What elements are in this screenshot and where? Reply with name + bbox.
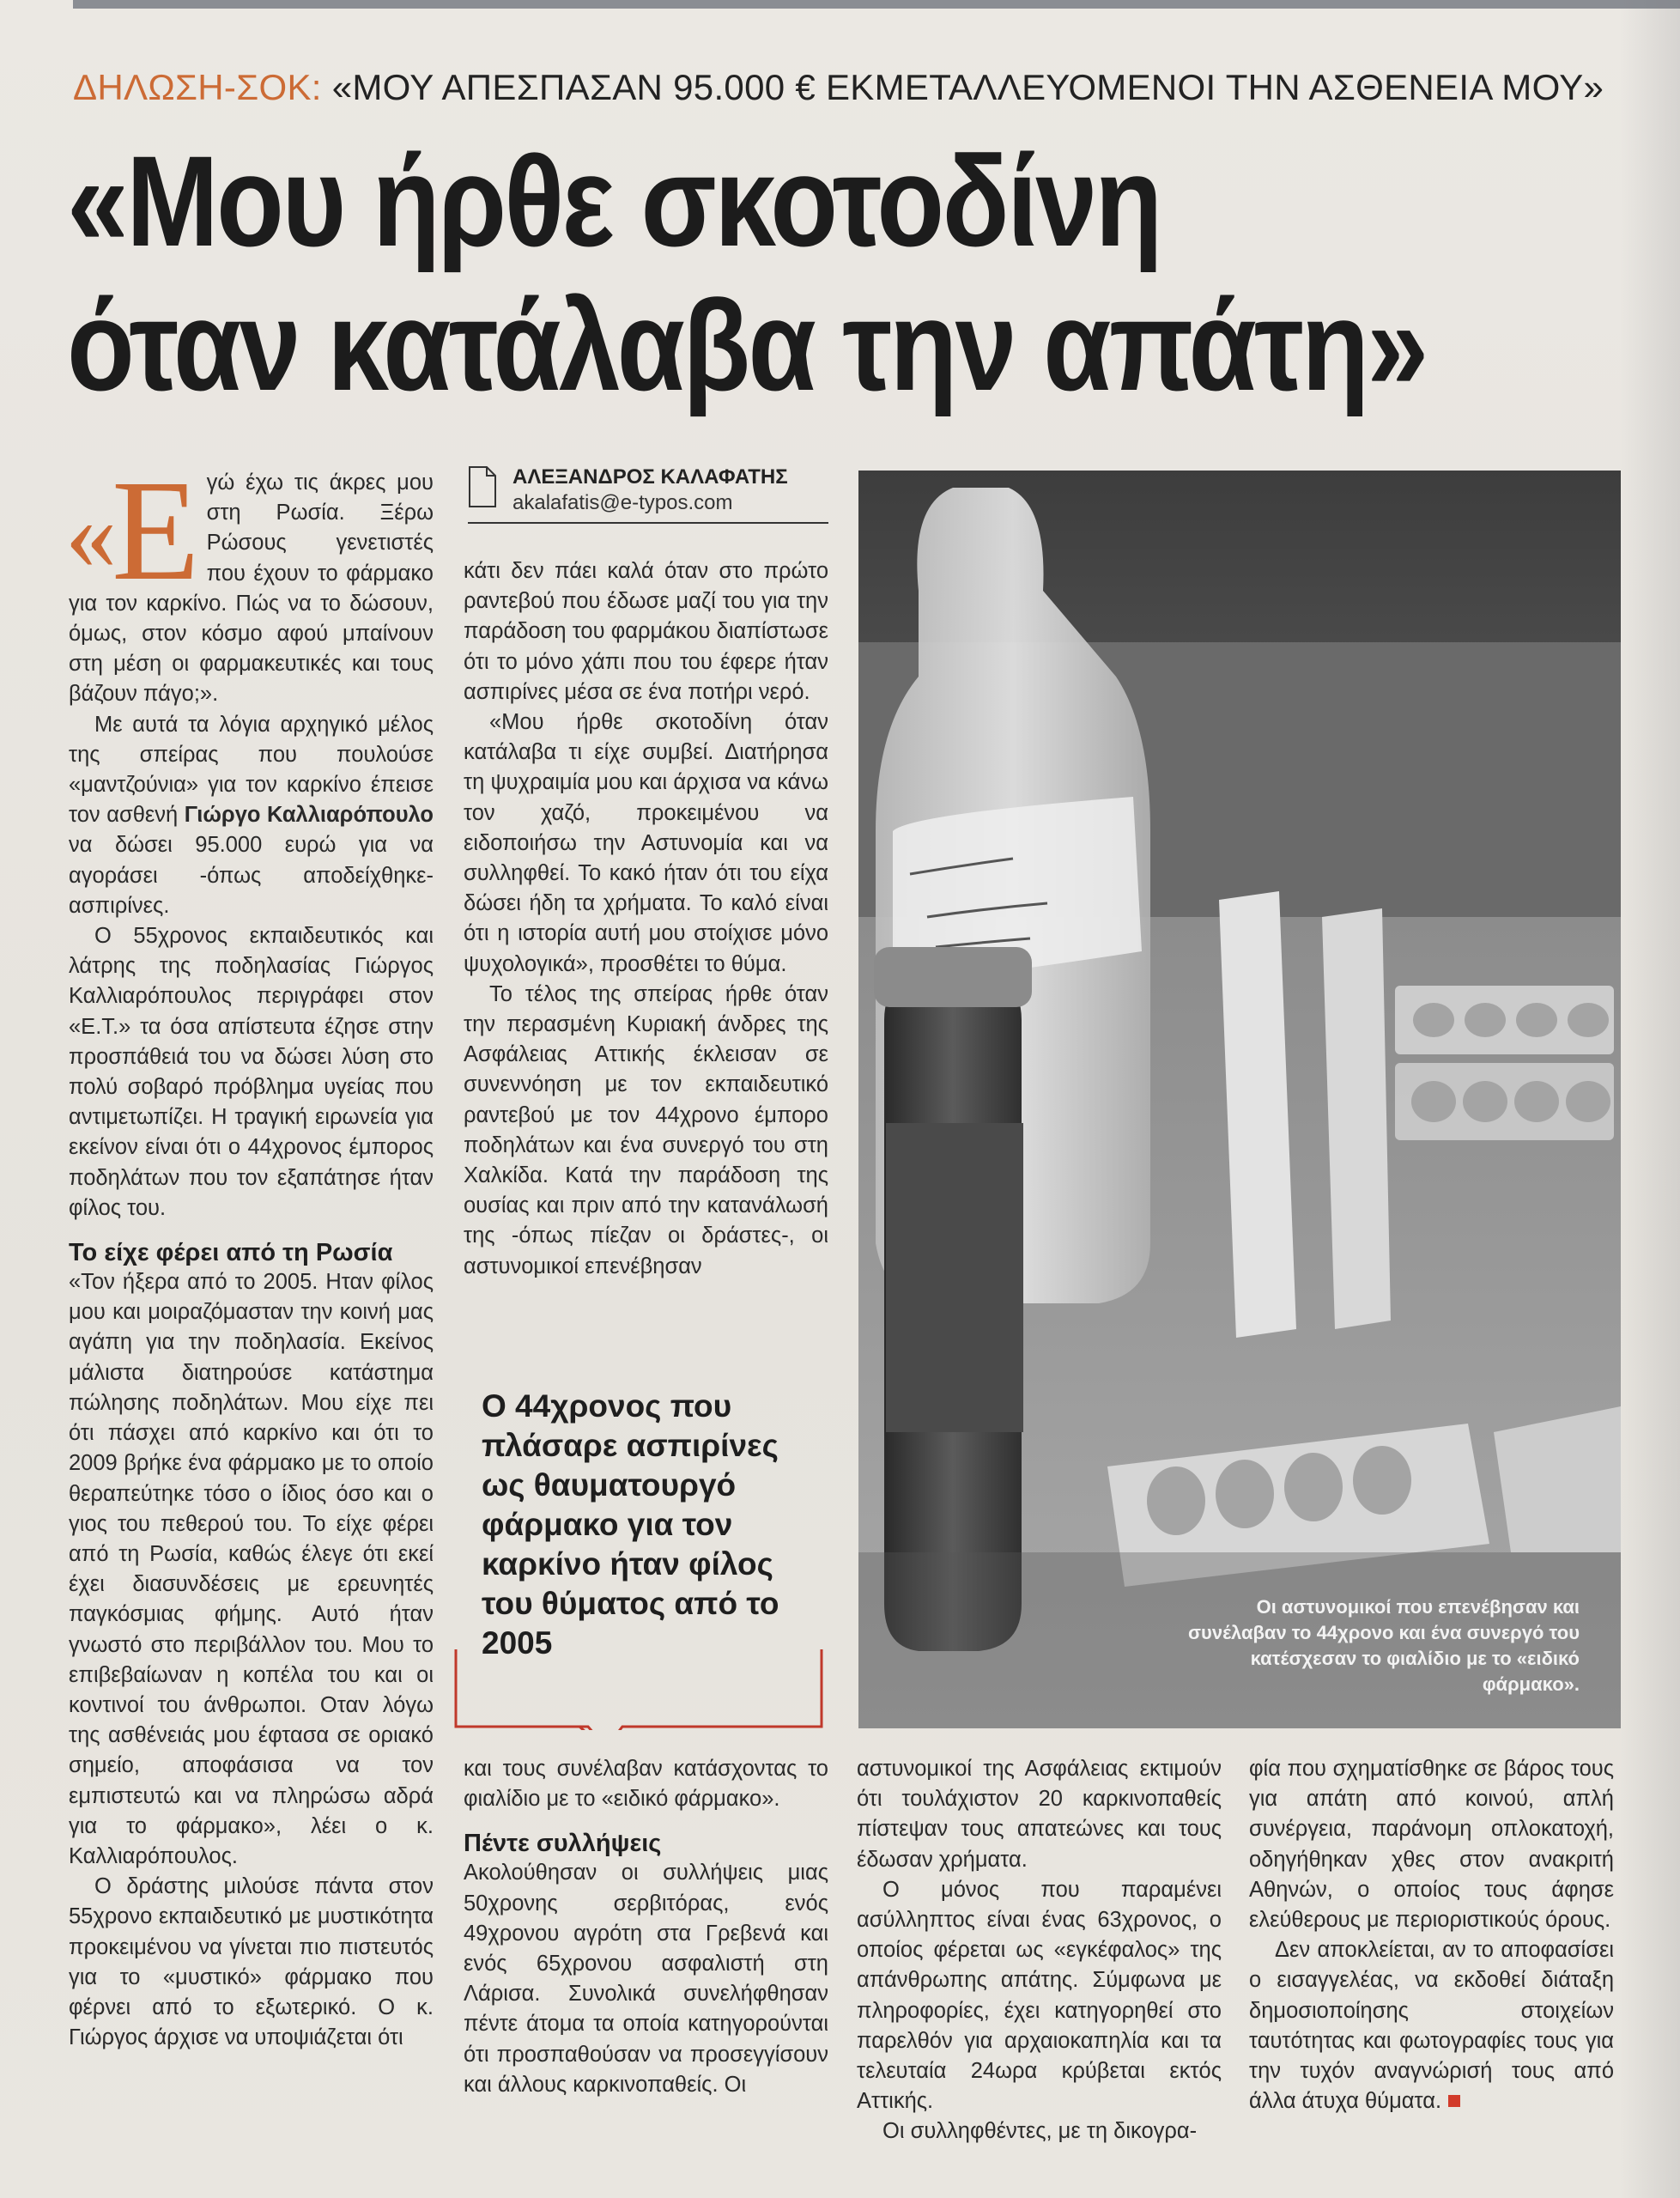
article-column-3 xyxy=(857,1754,1222,2147)
paragraph xyxy=(1249,1935,1614,2116)
paragraph-text: Με αυτά τα λόγια αρχηγικό μέλος της σπείρας που πουλούσε «μαντζούνια» για τον καρκίνο έπεισε τον ασθενή xyxy=(69,712,434,828)
paragraph: Ο 55χρονος εκπαιδευτικός και λάτρης της ποδηλασίας Γιώργος Καλλιαρόπουλος περιγράφει στον «Ε.Τ.» τα όσα απίστευτα έζησε στην προσπάθειά του να δώσει λύση στο πολύ σοβαρό πρόβλημα υγείας που αντιμετωπίζει. Η τραγική ειρωνεία για εκείνον είναι ότι ο 44χρονος έμπορος ποδηλάτων που τον εξαπάτησε ήταν φίλος του. xyxy=(69,924,434,1220)
kicker-line xyxy=(73,67,1635,108)
paragraph xyxy=(69,710,434,921)
article-column-4 xyxy=(1249,1754,1614,2116)
dropcap-letter: Ε xyxy=(112,451,200,610)
dropcap-quote: « xyxy=(65,477,117,591)
top-color-band xyxy=(73,0,1680,9)
paragraph-text: να δώσει 95.000 ευρώ για να αγοράσει -όπως αποδείχθηκε- ασπιρίνες. xyxy=(69,833,434,918)
photo-caption: Οι αστυνομικοί που επενέβησαν και συνέλαβαν το 44χρονο και ένα συνεργό του κατέσχεσαν το φιαλίδιο με το «ειδικό φάρμακο». xyxy=(1188,1596,1580,1695)
victim-name: Γιώργο Καλλιαρόπουλο xyxy=(184,803,434,828)
article-column-1 xyxy=(65,451,434,2053)
lead-paragraph xyxy=(65,451,434,710)
paragraph: και τους συνέλαβαν κατάσχοντας το φιαλίδιο με το «ειδικό φάρμακο». xyxy=(464,1757,828,1812)
paragraph: κάτι δεν πάει καλά όταν στο πρώτο ραντεβού που έδωσε μαζί του για την παράδοση του φαρμάκου διαπίστωσε ότι το μόνο χάπι που του έφερε ήταν ασπιρίνες μέσα σε ένα ποτήρι νερό. xyxy=(464,559,828,704)
dropcap xyxy=(65,451,200,610)
kicker-text: «ΜΟΥ ΑΠΕΣΠΑΣΑΝ 95.000 € ΕΚΜΕΤΑΛΛΕΥΟΜΕΝΟΙ ΤΗΝ ΑΣΘΕΝΕΙΑ ΜΟΥ» xyxy=(331,67,1604,107)
author-name: ΑΛΕΞΑΝΔΡΟΣ ΚΑΛΑΦΑΤΗΣ xyxy=(512,465,788,489)
closing-text: Δεν αποκλείεται, αν το αποφασίσει ο εισαγγελέας, να εκδοθεί διάταξη δημοσιοποίησης στοιχείων ταυτότητας και φωτογραφίες τους για την τυχόν αναγνώρισή τους από άλλα άτυχα θύματα. xyxy=(1249,1938,1614,2114)
byline xyxy=(468,464,828,524)
paragraph: Το τέλος της σπείρας ήρθε όταν την περασμένη Κυριακή άνδρες της Ασφάλειας Αττικής έκλεισαν σε συνεννόηση με τον εκπαιδευτικό ραντεβού με τον 44χρονο έμπορο ποδηλάτων και ένα συνεργό του στη Χαλκίδα. Κατά την παράδοση της ουσίας και πριν από την κατανάλωσή της -όπως πίεζαν οι δράστες-, οι αστυνομικοί επενέβησαν xyxy=(464,981,828,1278)
page-edge-shadow xyxy=(1620,0,1680,2198)
subheading-russia: Το είχε φέρει από τη Ρωσία xyxy=(69,1239,393,1267)
lead-text: γώ έχω τις άκρες μου στη Ρωσία. Ξέρω Ρώσους γενετιστές που έχουν το φάρμακο για τον καρκίνο. Πώς να το δώσουν, όμως, στον κόσμο αφού μπαίνουν στη μέση οι φαρμακευτικές και τους βάζουν πάγο;». xyxy=(69,471,434,707)
article-column-2-bottom xyxy=(464,1754,828,2100)
paragraph: Οι συλληφθέντες, με τη δικογρα- xyxy=(882,2119,1198,2144)
pull-quote-text: Ο 44χρονος που πλάσαρε ασπιρίνες ως θαυματουργό φάρμακο για τον καρκίνο ήταν φίλος του θύματος από το 2005 xyxy=(482,1388,779,1661)
paragraph: Ακολούθησαν οι συλλήψεις μιας 50χρονης σερβιτόρας, ενός 49χρονου αγρότη στα Γρεβενά και ενός 65χρονου ασφαλιστή στη Λάρισα. Συνολικά συνελήφθησαν πέντε άτομα τα οποία κατηγορούνται ότι προσπαθούσαν να προσεγγίσουν και άλλους καρκινοπαθείς. Οι xyxy=(464,1861,828,2097)
article-column-2 xyxy=(464,556,828,1282)
pull-quote xyxy=(451,1387,828,1730)
paragraph: φία που σχηματίσθηκε σε βάρος τους για απάτη από κοινού, απλή συνέργεια, παράνομη οπλοκατοχή, οδηγήθηκαν χθες στον ανακριτή Αθηνών, ο οποίος τους άφησε ελεύθερους με περιοριστικούς όρους. xyxy=(1249,1757,1614,1933)
end-mark-icon xyxy=(1448,2095,1460,2107)
paragraph: Ο μόνος που παραμένει ασύλληπτος είναι ένας 63χρονος, ο οποίος φέρεται ως «εγκέφαλος» της απάνθρωπης απάτης. Σύμφωνα με πληροφορίες, έχει κατηγορηθεί στο παρελθόν για αρχαιοκαπηλία και τα τελευταία 24ωρα κρύβεται εκτός Αττικής. xyxy=(857,1877,1222,2114)
document-icon xyxy=(468,465,497,508)
author-email: akalafatis@e-typos.com xyxy=(512,491,733,514)
evidence-photo xyxy=(858,471,1621,1728)
paragraph: «Τον ήξερα από το 2005. Ηταν φίλος μου και μοιραζόμασταν την κοινή μας αγάπη για την ποδηλασία. Εκείνος μάλιστα διατηρούσε κατάστημα πώλησης ποδηλάτων. Μου είχε πει ότι πάσχει από καρκίνο και ότι το 2009 βρήκε ένα φάρμακο με το οποίο θεραπεύτηκε τόσο ο ίδιος όσο και ο γιος του πεθερού του. Το είχε φέρει από τη Ρωσία, καθώς έλεγε ότι εκεί έχει διασυνδέσεις με ερευνητές παγκόσμιας φήμης. Αυτό ήταν γνωστό στο περιβάλλον του. Μου το επιβεβαίωναν η κοπέλα του και οι κοντινοί του άνθρωποι. Οταν λόγω της ασθένειάς μου έφτασα σε οριακό σημείο, αποφάσισα να τον εμπιστευτώ και να πληρώσω αδρά για το φάρμακο», λέει ο κ. Καλλιαρόπουλος. xyxy=(69,1270,434,1868)
headline-line-2: όταν κατάλαβα την απάτη» xyxy=(67,273,1427,417)
kicker-label: ΔΗΛΩΣΗ-ΣΟΚ: xyxy=(73,67,322,107)
paragraph: αστυνομικοί της Ασφάλειας εκτιμούν ότι τουλάχιστον 20 καρκινοπαθείς πίστεψαν τους απατεώνες και τους έδωσαν χρήματα. xyxy=(857,1757,1222,1872)
paragraph: Ο δράστης μιλούσε πάντα στον 55χρονο εκπαιδευτικό με μυστικότητα προκειμένου να γίνεται πιο πιστευτός για το «μυστικό» φάρμακο που φέρνει από το εξωτερικό. Ο κ. Γιώργος άρχισε να υποψιάζεται ότι xyxy=(69,1874,434,2050)
medicine-bottles-photo-icon xyxy=(858,471,1621,1728)
subheading-arrests: Πέντε συλλήψεις xyxy=(464,1830,662,1858)
headline xyxy=(67,129,1427,417)
headline-line-1: «Μου ήρθε σκοτοδίνη xyxy=(67,129,1161,273)
paragraph: «Μου ήρθε σκοτοδίνη όταν κατάλαβα τι είχε συμβεί. Διατήρησα τη ψυχραιμία μου και άρχισα να κάνω τον χαζό, προκειμένου να ειδοποιήσω την Αστυνομία και να συλληφθεί. Το κακό ήταν ότι του είχα δώσει ήδη τα χρήματα. Το καλό είναι ότι η ιστορία αυτή μου στοίχισε μόνο ψυχολογικά», προσθέτει το θύμα. xyxy=(464,710,828,976)
